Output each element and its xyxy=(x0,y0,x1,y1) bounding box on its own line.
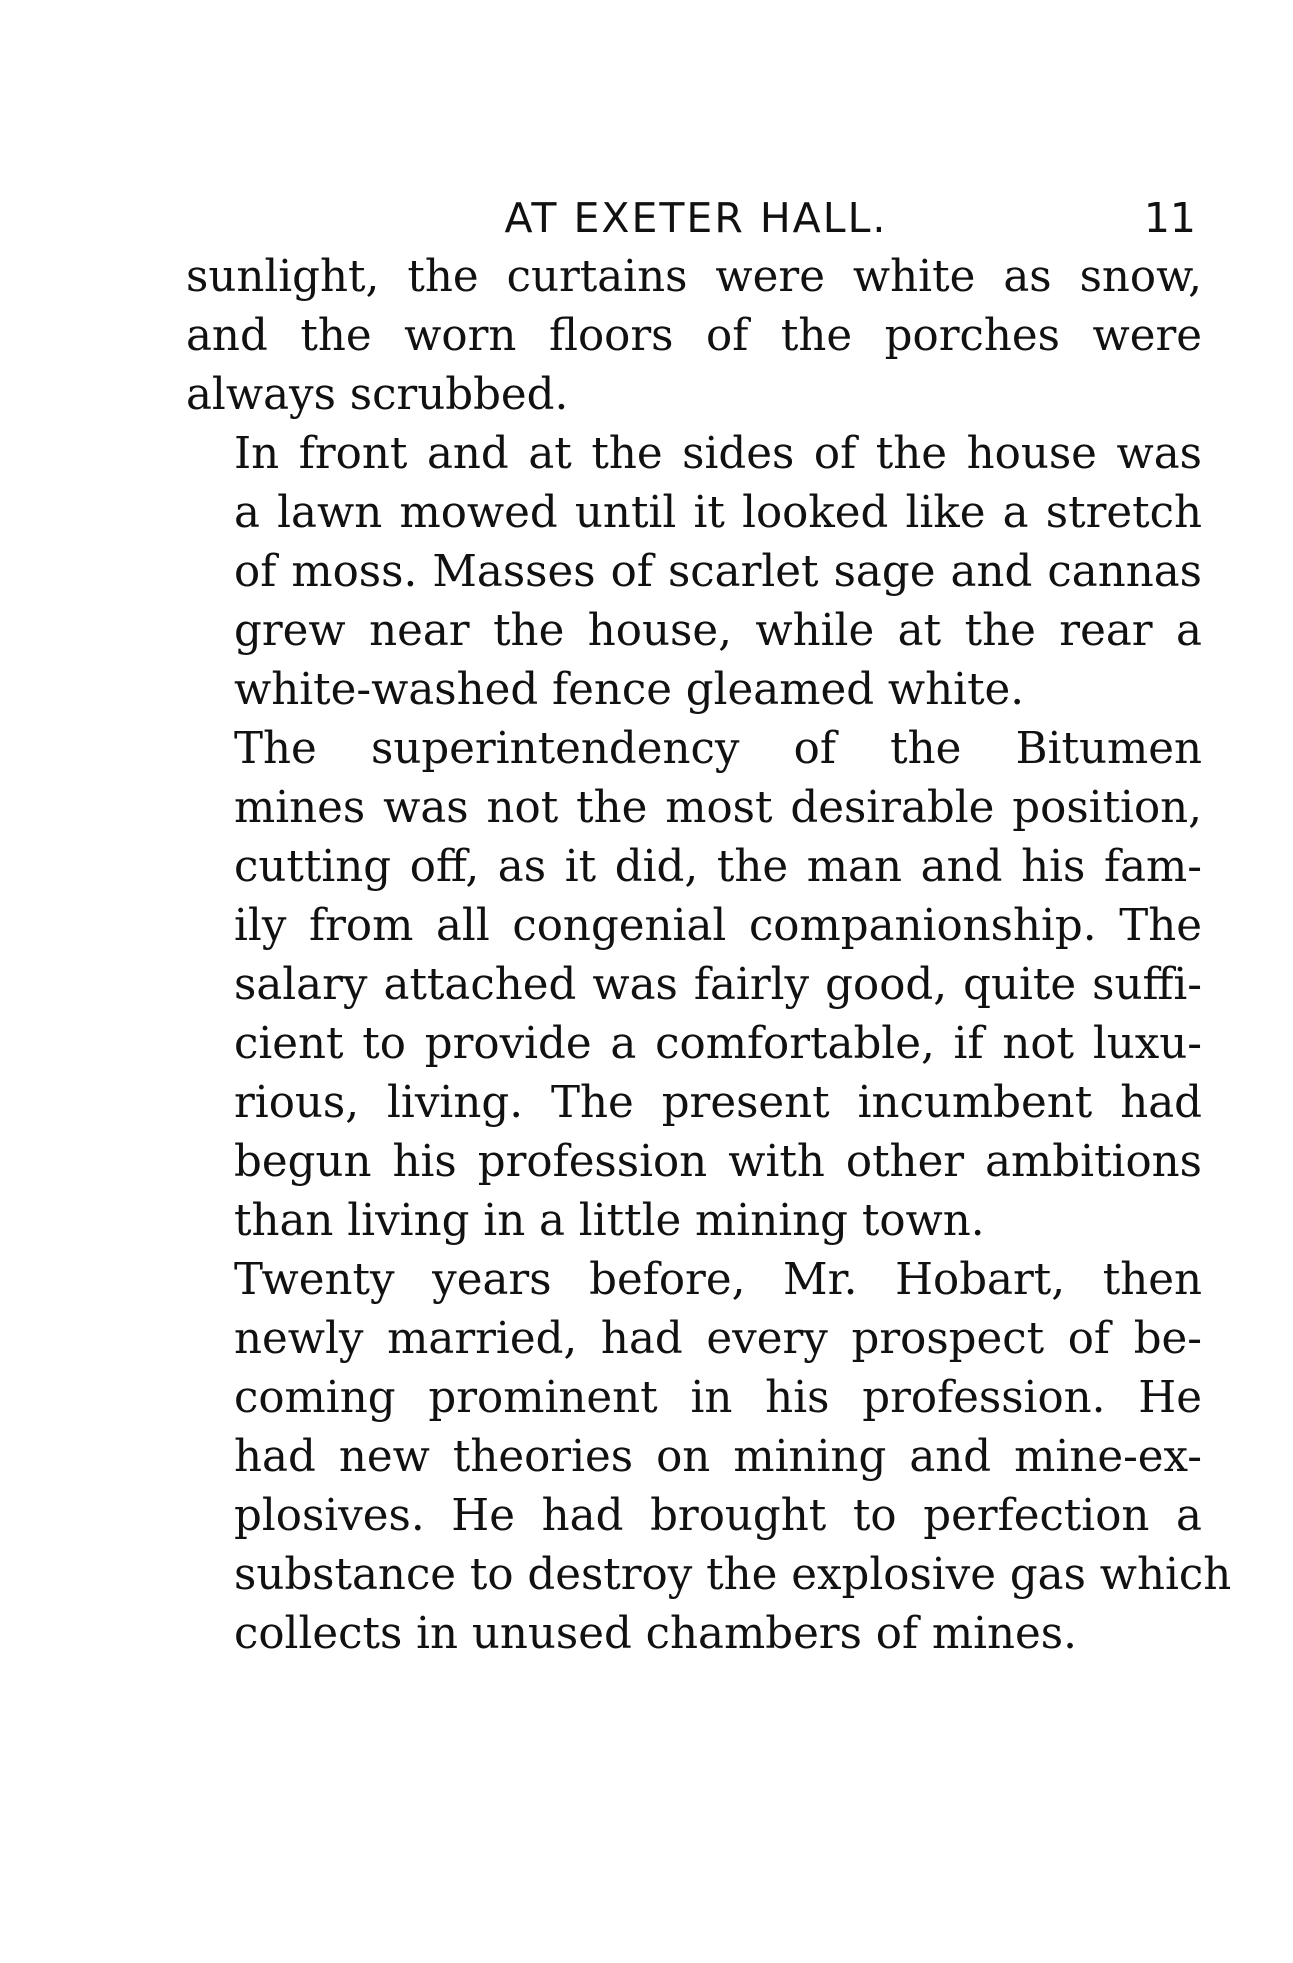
paragraph-4 xyxy=(186,1251,1232,1664)
text-line: collects in unused chambers of mines. xyxy=(234,1609,1077,1659)
text-line: coming prominent in his profession. He xyxy=(234,1373,1202,1423)
text-line: cient to provide a comfortable, if not luxu- xyxy=(234,1019,1202,1069)
text-line: white-washed fence gleamed white. xyxy=(234,665,1025,715)
text-line: and the worn floors of the porches were xyxy=(186,311,1202,361)
body-text xyxy=(186,248,1232,1664)
text-line: rious, living. The present incumbent had xyxy=(234,1078,1202,1128)
text-line: had new theories on mining and mine-ex- xyxy=(234,1432,1202,1482)
text-line: mines was not the most desirable position, xyxy=(234,783,1202,833)
page-number: 11 xyxy=(1143,194,1196,242)
text-line: salary attached was fairly good, quite suffi- xyxy=(234,960,1202,1010)
text-line: always scrubbed. xyxy=(186,370,569,420)
text-line: begun his profession with other ambitions xyxy=(234,1137,1202,1187)
text-line: In front and at the sides of the house was xyxy=(234,429,1202,479)
text-line: Twenty years before, Mr. Hobart, then xyxy=(234,1255,1202,1305)
text-line: The superintendency of the Bitumen xyxy=(234,724,1202,774)
text-line: ily from all congenial companionship. The xyxy=(234,901,1202,951)
text-line: grew near the house, while at the rear a xyxy=(234,606,1202,656)
running-title: AT EXETER HALL. xyxy=(504,194,888,242)
paragraph-2 xyxy=(186,425,1202,720)
text-line: cutting off, as it did, the man and his fam- xyxy=(234,842,1202,892)
running-head xyxy=(186,188,1206,248)
text-line: of moss. Masses of scarlet sage and cannas xyxy=(234,547,1202,597)
paragraph-3 xyxy=(186,720,1202,1251)
text-line: newly married, had every prospect of be- xyxy=(234,1314,1202,1364)
text-line: plosives. He had brought to perfection a xyxy=(234,1491,1202,1541)
text-line: sunlight, the curtains were white as snow, xyxy=(186,252,1202,302)
text-line: than living in a little mining town. xyxy=(234,1196,985,1246)
text-line: substance to destroy the explosive gas which xyxy=(234,1550,1232,1600)
text-line: a lawn mowed until it looked like a stretch xyxy=(234,488,1202,538)
paragraph-1 xyxy=(186,248,1202,425)
